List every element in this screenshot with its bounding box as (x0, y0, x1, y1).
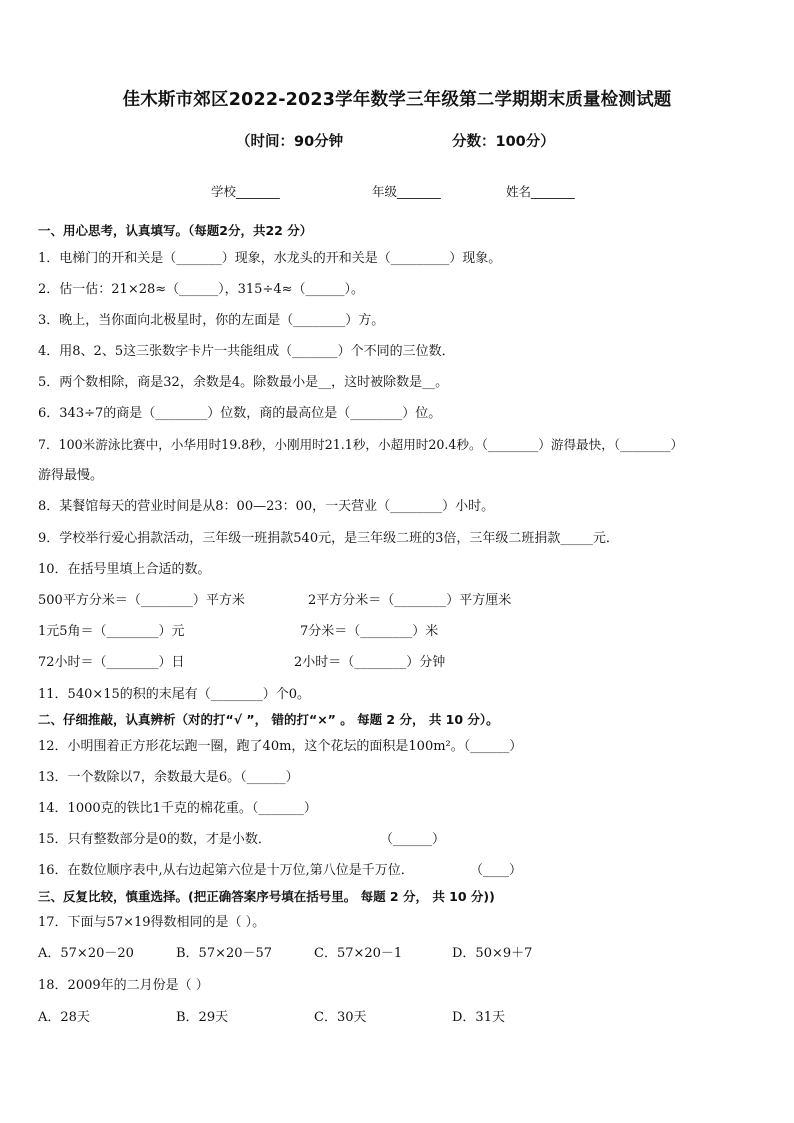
question-15-blank: （______） (380, 832, 446, 847)
question-10-item: 500平方分米＝（________）平方米 (38, 593, 245, 608)
question-18-option: B．29天 (176, 1010, 229, 1025)
exam-title: 佳木斯市郊区2022-2023学年数学三年级第二学期期末质量检测试题 (122, 90, 672, 110)
question-10-item: 72小时＝（________）日 (38, 655, 185, 670)
question-17: 17．下面与57×19得数相同的是（ ）。 (38, 915, 266, 930)
section-1-heading: 一、用心思考，认真填写。（每题2分，共22 分） (38, 223, 313, 238)
question-15: 15．只有整数部分是0的数，才是小数． (38, 832, 271, 847)
question-5: 5．两个数相除，商是32，余数是4。除数最小是__，这时被除数是__。 (38, 375, 449, 390)
question-2: 2．估一估：21×28≈（______），315÷4≈（______）。 (38, 282, 365, 297)
question-14: 14．1000克的铁比1千克的棉花重。（_______） (38, 801, 317, 816)
question-18-option: C．30天 (314, 1010, 367, 1025)
question-10: 10．在括号里填上合适的数。 (38, 562, 211, 577)
question-17-option: C．57×20－1 (314, 946, 403, 961)
question-17-option: A．57×20－20 (38, 946, 134, 961)
question-18-option: A．28天 (38, 1010, 90, 1025)
exam-score: 分数：100分） (452, 134, 555, 150)
question-1: 1．电梯门的开和关是（_______）现象，水龙头的开和关是（_________）现象。 (38, 251, 502, 266)
grade-field: 年级_______ (372, 184, 441, 199)
question-10-item: 2平方分米＝（________）平方厘米 (308, 593, 512, 608)
question-7-line-2: 游得最慢。 (38, 468, 104, 483)
question-12: 12．小明围着正方形花坛跑一圈，跑了40m，这个花坛的面积是100m²。（______） (38, 739, 523, 754)
question-3: 3．晚上，当你面向北极星时，你的左面是（________）方。 (38, 313, 385, 328)
school-field: 学校_______ (211, 184, 280, 199)
question-16-blank: （____） (470, 863, 523, 878)
question-17-option: B．57×20－57 (176, 946, 273, 961)
question-10-item: 2小时＝（________）分钟 (294, 655, 446, 670)
question-18: 18．2009年的二月份是（ ） (38, 978, 209, 993)
question-16: 16．在数位顺序表中,从右边起第六位是十万位,第八位是千万位． (38, 863, 414, 878)
section-2-heading: 二、仔细推敲，认真辨析（对的打“√ ”， 错的打“×” 。 每题 2 分， 共 10 分）。 (38, 712, 499, 727)
question-7-line-1: 7．100米游泳比赛中，小华用时19.8秒，小刚用时21.1秒，小超用时20.4秒。（________）游得最快，（________） (38, 437, 684, 452)
question-18-option: D．31天 (452, 1010, 505, 1025)
section-3-heading: 三、反复比较，慎重选择。(把正确答案序号填在括号里。 每题 2 分， 共 10 分)) (38, 889, 495, 904)
question-10-item: 7分米＝（________）米 (300, 624, 439, 639)
question-13: 13．一个数除以7，余数最大是6。（______） (38, 770, 299, 785)
name-field: 姓名_______ (506, 184, 575, 199)
question-8: 8．某餐馆每天的营业时间是从8：00—23：00，一天营业（________）小时。 (38, 499, 495, 514)
exam-time: （时间：90分钟 (236, 134, 344, 150)
question-6: 6．343÷7的商是（________）位数，商的最高位是（________）位。 (38, 406, 442, 421)
question-4: 4．用8、2、5这三张数字卡片一共能组成（_______）个不同的三位数． (38, 344, 455, 359)
question-11: 11．540×15的积的末尾有（________）个0。 (38, 687, 311, 702)
question-10-item: 1元5角＝（________）元 (38, 624, 185, 639)
question-9: 9．学校举行爱心捐款活动，三年级一班捐款540元，是三年级二班的3倍，三年级二班捐款_____元． (38, 531, 619, 546)
question-17-option: D．50×9＋7 (452, 946, 533, 961)
